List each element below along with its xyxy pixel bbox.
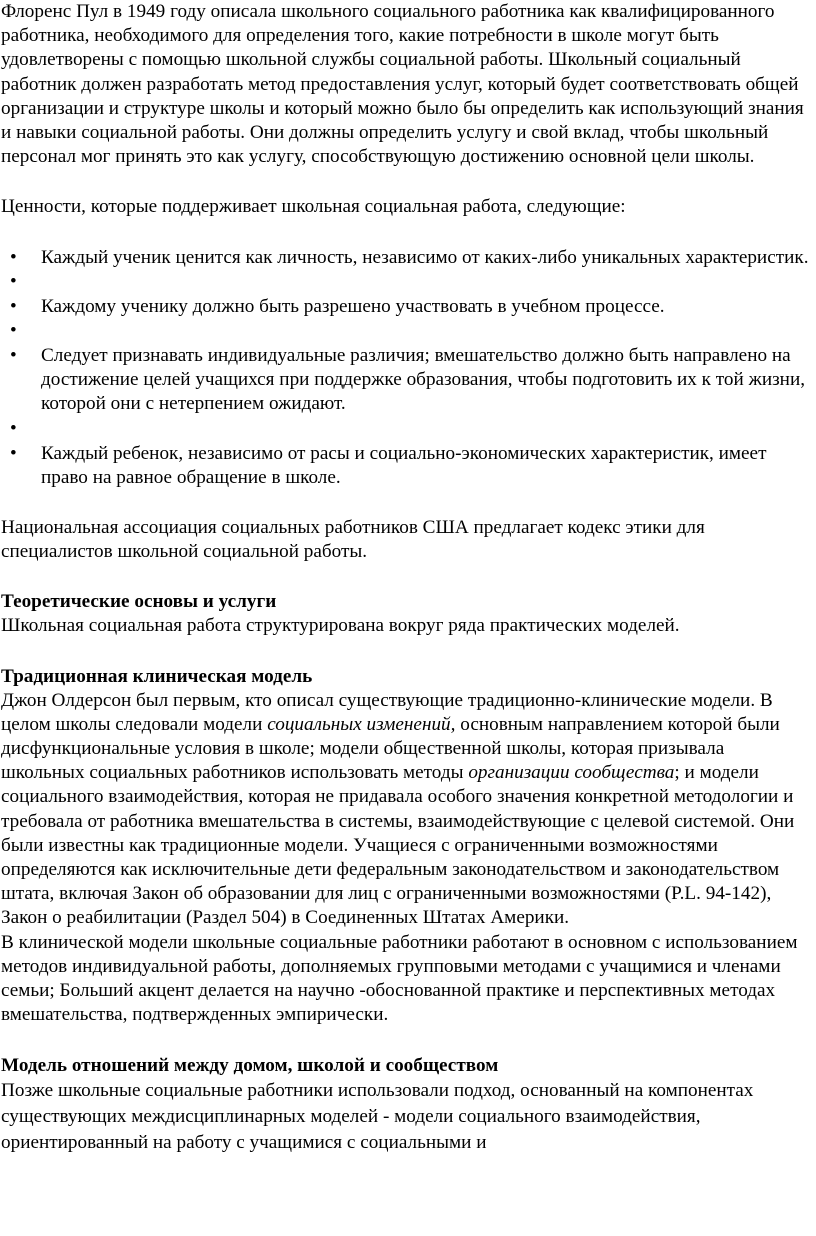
spacer xyxy=(1,564,812,590)
text-run: Джон Олдерсон был первым, кто описал существующие традиционно-клинические модели. В целом школы следовали модели xyxy=(1,689,773,735)
section-heading-theory: Теоретические основы и услуги xyxy=(1,591,277,613)
list-item: • Каждому ученику должно быть разрешено участвовать в учебном процессе. xyxy=(1,295,812,319)
emphasis-community-organization: организации сообщества xyxy=(468,762,675,784)
section-text-clinical-2: В клинической модели школьные социальные работники работают в основном с использованием методов индивидуальной работы, дополняемых групповыми методами с учащимися и членами семьи; Больший акцент делается на научно -обоснованной практике и перспективных методах вмешательства, подтвержденных эмпирически. xyxy=(1,931,798,1026)
spacer xyxy=(1,490,812,516)
nasw-paragraph: Национальная ассоциация социальных работников США предлагает кодекс этики для специалистов школьной социальной работы. xyxy=(1,517,705,563)
values-list xyxy=(1,246,812,490)
values-intro: Ценности, которые поддерживает школьная социальная работа, следующие: xyxy=(1,196,626,218)
emphasis-social-change: социальных изменений, xyxy=(267,713,456,735)
section-text-clinical xyxy=(1,689,812,931)
spacer xyxy=(1,220,812,246)
section-text-theory: Школьная социальная работа структурирована вокруг ряда практических моделей. xyxy=(1,615,680,637)
text-run: ; и модели социального взаимодействия, которая не придавала особого значения конкретной методологии и требовала от работника вмешательства в системы, взаимодействующие с целевой системой. Они были известны как традиционные модели. Учащиеся с ограниченными возможностями определяются как исключительные дети федеральным законодательством и законодательством штата, включая Закон об образовании для лиц с ограниченными возможностями (P.L. 94-142), Закон о реабилитации (Раздел 504) в Соединенных Штатах Америки. xyxy=(1,762,795,929)
spacer xyxy=(1,270,812,295)
list-item: • Следует признавать индивидуальные различия; вмешательство должно быть направлено на достижение целей учащихся при поддержке образования, чтобы подготовить их к той жизни, которой они с нетерпением ожидают. xyxy=(1,344,812,417)
list-item: • Каждый ученик ценится как личность, независимо от каких-либо уникальных характеристик. xyxy=(1,246,812,270)
section-text-home-school: Позже школьные социальные работники использовали подход, основанный на компонентах существующих междисциплинарных моделей - модели социального взаимодействия, ориентированный на работу с учащимися с социальными и xyxy=(1,1079,754,1153)
list-item: • Каждый ребенок, независимо от расы и социально-экономических характеристик, имеет право на равное обращение в школе. xyxy=(1,442,812,490)
spacer xyxy=(1,1028,812,1054)
spacer xyxy=(1,319,812,344)
spacer xyxy=(1,169,812,195)
spacer xyxy=(1,417,812,442)
intro-paragraph: Флоренс Пул в 1949 году описала школьного социального работника как квалифицированного работника, необходимого для определения того, какие потребности в школе могут быть удовлетворены с помощью школьной службы социальной работы. Школьный социальный работник должен разработать метод предоставления услуг, который будет соответствовать общей организации и структуре школы и который можно было бы определить как использующий знания и навыки социальной работы. Они должны определить услугу и свой вклад, чтобы школьный персонал мог принять это как услугу, способствующую достижению основной цели школы. xyxy=(1,1,804,168)
text-run: основным направлением которой были дисфункциональные условия в школе; модели общественной школы, которая призывала школьных социальных работников использовать методы xyxy=(1,713,780,784)
section-heading-clinical: Традиционная клиническая модель xyxy=(1,665,313,687)
section-heading-home-school: Модель отношений между домом, школой и сообществом xyxy=(1,1054,499,1076)
spacer xyxy=(1,639,812,665)
